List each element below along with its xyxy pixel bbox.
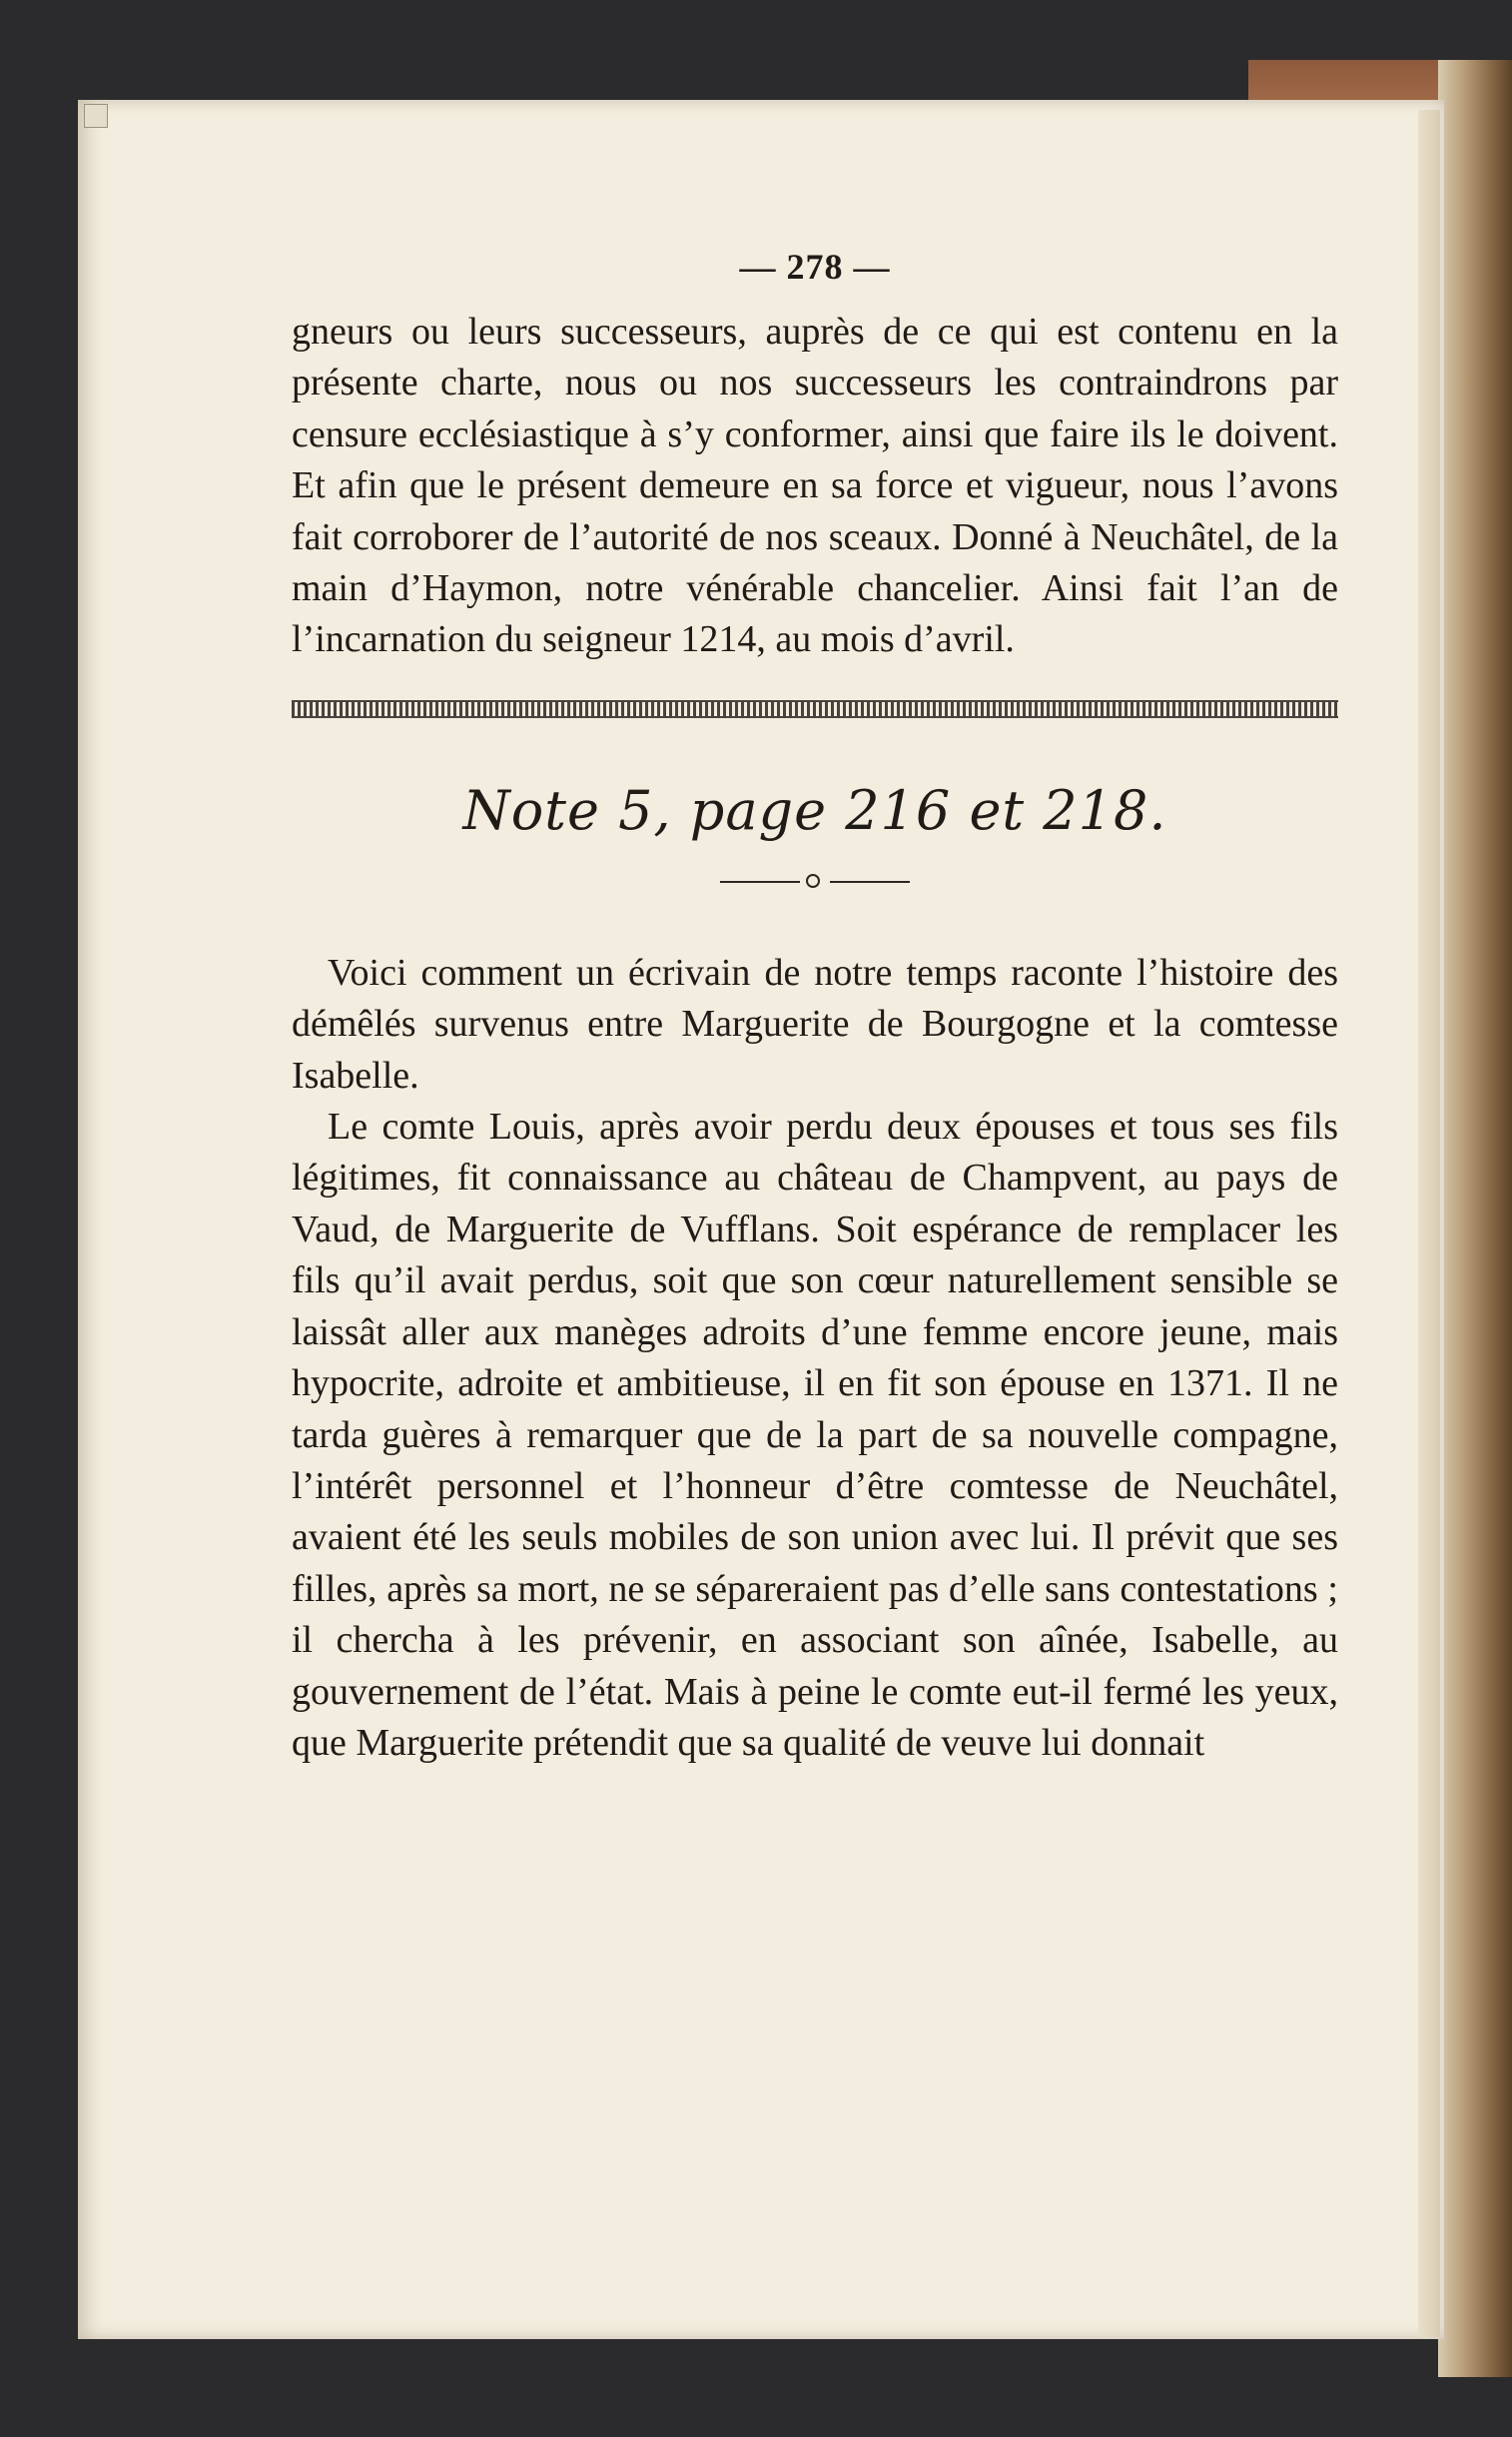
page-number: — 278 —: [739, 247, 891, 287]
ornamental-rule: [292, 700, 1338, 718]
intro-paragraph: Voici comment un écrivain de notre temps raconte l’histoire des démêlés survenus entre Marguerite de Bourgogne et la comtesse Isabelle.: [292, 951, 1338, 1097]
page-text-block: [292, 245, 1338, 1769]
page-corner-mark: [84, 104, 108, 128]
continued-paragraph: gneurs ou leurs successeurs, auprès de ce qui est contenu en la présente charte, nous ou nos successeurs les contraindrons par censure ecclésiastique à s’y conformer, ainsi que faire ils le doivent. Et afin que le présent demeure en sa force et vigueur, nous l’avons fait corroborer de l’autorité de nos sceaux. Donné à Neuchâtel, de la main d’Haymon, notre vénérable chancelier. Ainsi fait l’an de l’incarnation du seigneur 1214, au mois d’avril.: [292, 311, 1338, 661]
narrative-paragraph: Le comte Louis, après avoir perdu deux épouses et tous ses fils légitimes, fit connaissance au château de Champvent, au pays de Vaud, de Marguerite de Vufflans. Soit espérance de remplacer les fils qu’il avait perdus, soit que son cœur naturellement sensible se laissât aller aux manèges adroits d’une femme encore jeune, mais hypocrite, adroite et ambitieuse, il en fit son épouse en 1371. Il ne tarda guères à remarquer que de la part de sa nouvelle compagne, l’intérêt personnel et l’honneur d’être comtesse de Neuchâtel, avaient été les seuls mobiles de son union avec lui. Il prévit que ses filles, après sa mort, ne se sépareraient pas d’elle sans contestations ; il chercha à les prévenir, en associant son aînée, Isabelle, au gouvernement de l’état. Mais à peine le comte eut-il fermé les yeux, que Marguerite prétendit que sa qualité de veuve lui donnait: [292, 1106, 1338, 1764]
note-heading: Note 5, page 216 et 218.: [462, 778, 1167, 842]
heading-separator-ornament: [720, 870, 910, 894]
book-binding: [1438, 60, 1512, 2377]
page-edge: [1418, 110, 1440, 2337]
